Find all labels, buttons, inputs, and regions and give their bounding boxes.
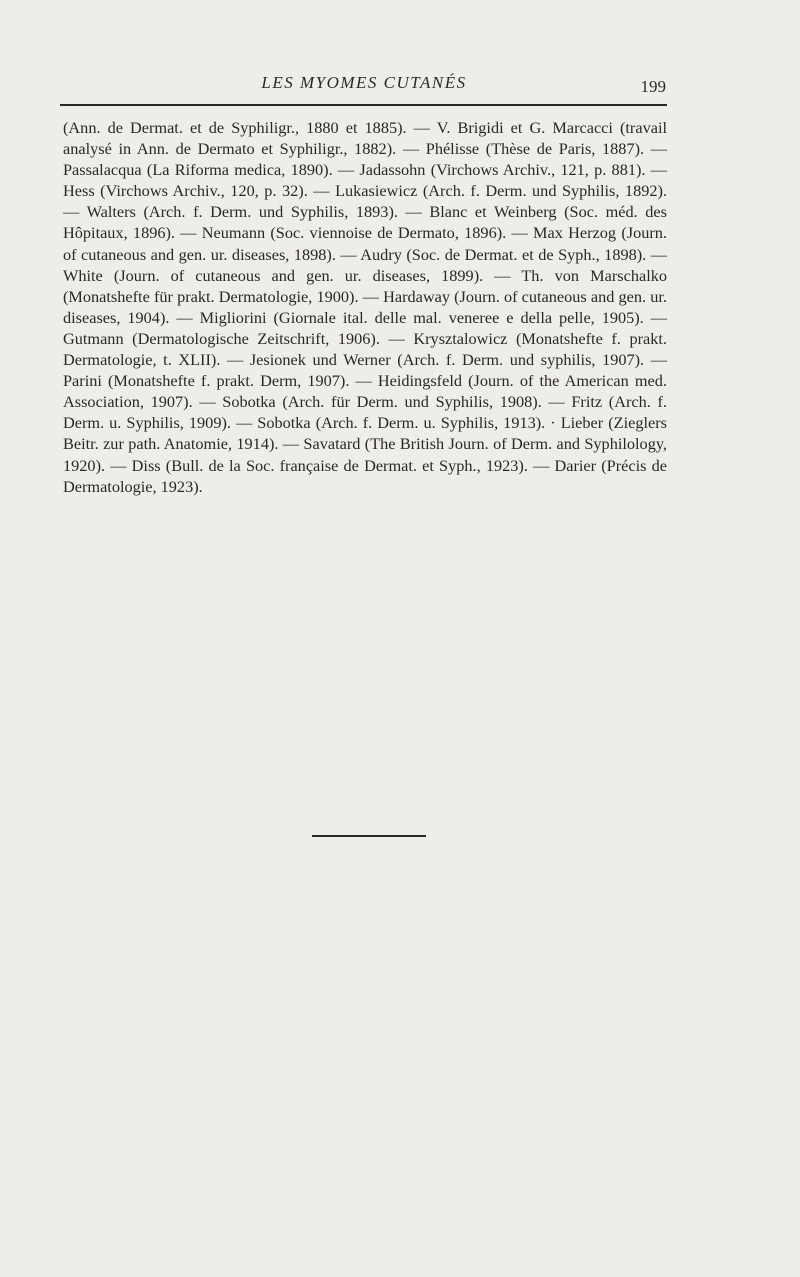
bibliography-paragraph: (Ann. de Dermat. et de Syphiligr., 1880 et 1885). — V. Brigidi et G. Marcacci (travail analysé in Ann. de Dermato et Syphiligr., 1882). — Phélisse (Thèse de Paris, 1887). — Passalacqua (La Riforma medica, 1890). — Jadassohn (Virchows Archiv., 121, p. 881). — Hess (Virchows Archiv., 120, p. 32). — Lukasiewicz (Arch. f. Derm. und Syphilis, 1892). — Walters (Arch. f. Derm. und Syphilis, 1893). — Blanc et Weinberg (Soc. méd. des Hôpitaux, 1896). — Neumann (Soc. viennoise de Dermato, 1896). — Max Herzog (Journ. of cutaneous and gen. ur. diseases, 1898). — Audry (Soc. de Dermat. et de Syph., 1898). — White (Journ. of cutaneous and gen. ur. diseases, 1899). — Th. von Marschalko (Monatshefte für prakt. Dermatologie, 1900). — Hardaway (Journ. of cutaneous and gen. ur. diseases, 1904). — Migliorini (Giornale ital. delle mal. veneree e della pelle, 1905). — Gutmann (Dermatologische Zeitschrift, 1906). — Krysztalowicz (Monatshefte f. prakt. Dermatologie, t. XLII). — Jesionek und Werner (Arch. f. Derm. und syphilis, 1907). — Parini (Monatshefte f. prakt. Derm, 1907). — Heidingsfeld (Journ. of the American med. Association, 1907). — Sobotka (Arch. für Derm. und Syphilis, 1908). — Fritz (Arch. f. Derm. u. Syphilis, 1909). — Sobotka (Arch. f. Derm. u. Syphilis, 1913). · Lieber (Zieglers Beitr. zur path. Anatomie, 1914). — Savatard (The British Journ. of Derm. and Syphilology, 1920). — Diss (Bull. de la Soc. française de Dermat. et Syph., 1923). — Darier (Précis de Dermatologie, 1923). [63,118,667,496]
page-number: 199 [640,77,666,96]
end-rule [312,835,426,837]
header-rule [60,104,667,106]
running-title: LES MYOMES CUTANÉS [261,73,467,92]
bibliography-block [63,117,667,497]
page-header [62,73,666,99]
